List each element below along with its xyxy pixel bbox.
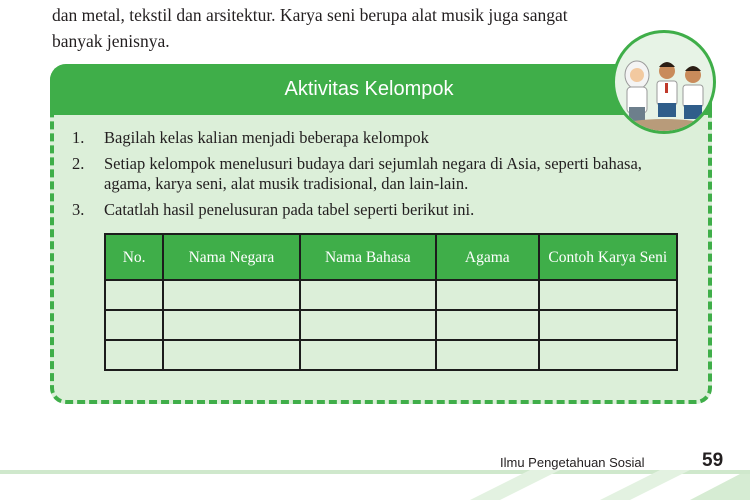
list-item [72,128,692,148]
students-icon [615,33,713,131]
record-table [104,233,678,371]
table-cell[interactable] [105,340,163,370]
table-cell[interactable] [539,280,677,310]
table-cell[interactable] [436,340,539,370]
table-cell[interactable] [105,310,163,340]
table-cell[interactable] [105,280,163,310]
list-item [72,200,692,220]
step-number: 3. [72,200,85,219]
table-cell[interactable] [539,340,677,370]
table-cell[interactable] [436,310,539,340]
page-number: 59 [702,450,724,471]
col-nama-bahasa: Nama Bahasa [300,234,436,280]
table-row [105,280,677,310]
col-no: No. [105,234,163,280]
list-item [72,154,692,194]
intro-line-2: banyak jenisnya. [52,31,170,51]
step-text: Bagilah kelas kalian menjadi beberapa kelompok [104,128,429,147]
footer-decoration [0,470,750,500]
col-agama: Agama [436,234,539,280]
intro-line-1: dan metal, tekstil dan arsitektur. Karya seni berupa alat musik juga sangat [52,5,568,25]
table-cell[interactable] [300,280,436,310]
students-illustration [612,30,716,134]
activity-box [50,64,712,404]
table-row [105,310,677,340]
table-cell[interactable] [300,310,436,340]
table-cell[interactable] [300,340,436,370]
step-text: Catatlah hasil penelusuran pada tabel seperti berikut ini. [104,200,475,219]
table-cell[interactable] [163,310,299,340]
intro-paragraph [52,2,720,54]
table-cell[interactable] [163,340,299,370]
footer-subject: Ilmu Pengetahuan Sosial [500,455,645,470]
col-contoh-karya-seni: Contoh Karya Seni [539,234,677,280]
step-text: Setiap kelompok menelusuri budaya dari sejumlah negara di Asia, seperti bahasa, agama, karya seni, alat musik tradisional, dan lain-lain. [104,154,642,193]
table-cell[interactable] [436,280,539,310]
table-cell[interactable] [539,310,677,340]
col-nama-negara: Nama Negara [163,234,299,280]
step-number: 1. [72,128,85,147]
activity-title: Aktivitas Kelompok [284,78,454,100]
activity-steps [72,128,692,226]
table-cell[interactable] [163,280,299,310]
table-header-row [105,234,677,280]
table-row [105,340,677,370]
step-number: 2. [72,154,85,173]
